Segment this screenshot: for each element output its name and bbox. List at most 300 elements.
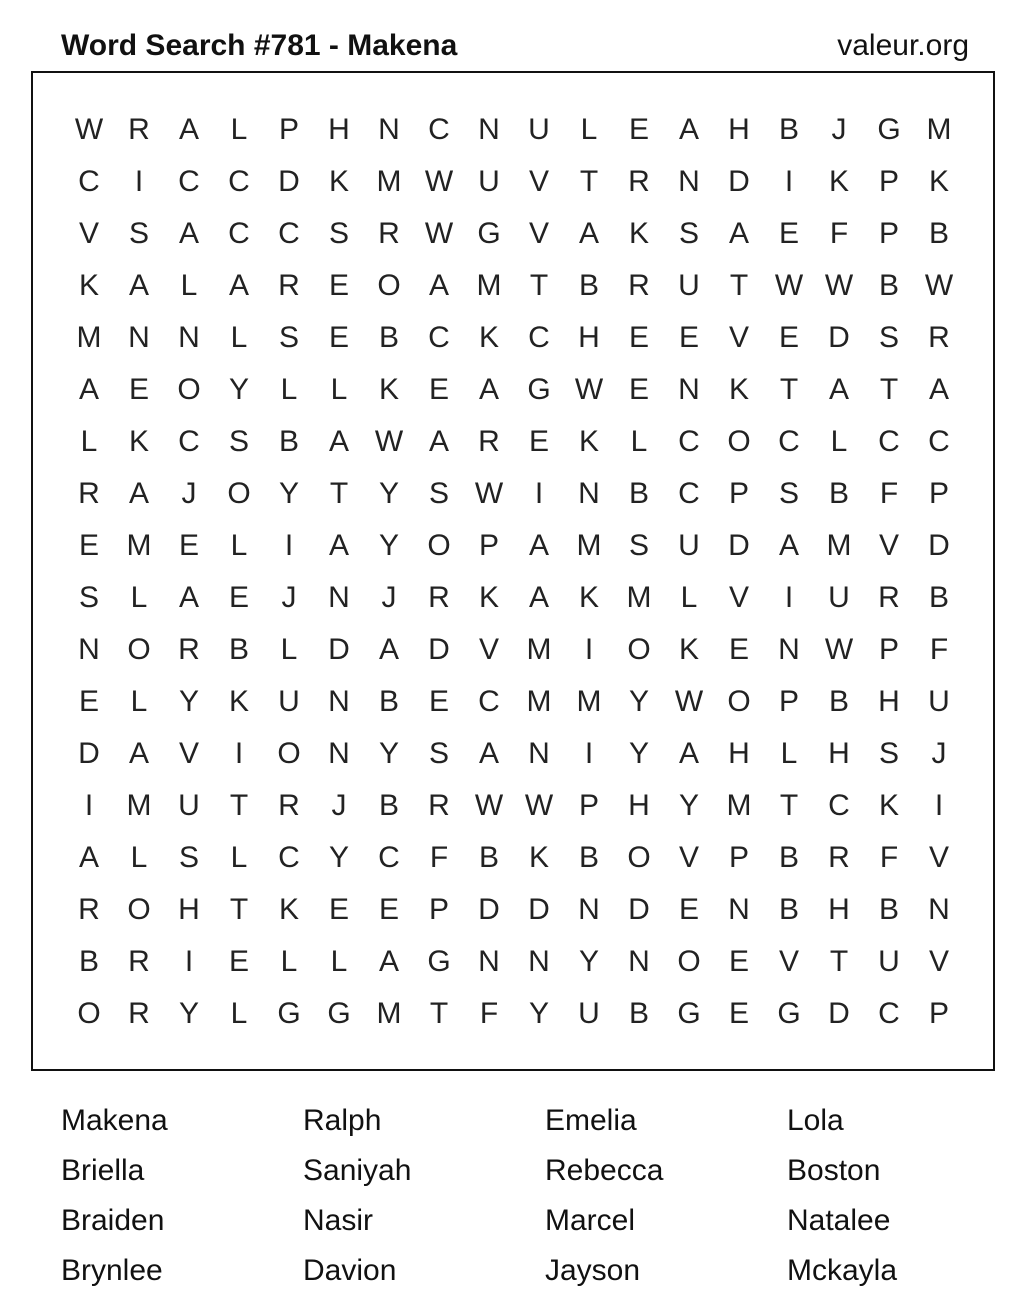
grid-letter[interactable]: S [428, 737, 449, 770]
grid-letter[interactable]: C [878, 997, 900, 1030]
grid-letter[interactable]: L [280, 373, 298, 406]
grid-letter[interactable]: N [578, 477, 600, 510]
grid-letter[interactable]: K [678, 633, 699, 666]
grid-letter[interactable]: N [328, 737, 350, 770]
grid-letter[interactable]: B [878, 269, 899, 302]
grid-letter[interactable]: H [578, 321, 600, 354]
grid-letter[interactable]: L [130, 685, 148, 718]
grid-letter[interactable]: T [729, 269, 749, 302]
grid-letter[interactable]: T [229, 893, 249, 926]
grid-letter[interactable]: A [678, 113, 699, 146]
grid-letter[interactable]: L [830, 425, 848, 458]
grid-letter[interactable]: E [728, 633, 749, 666]
grid-letter[interactable]: L [330, 373, 348, 406]
grid-letter[interactable]: K [728, 373, 749, 406]
grid-letter[interactable]: Y [628, 685, 649, 718]
grid-letter[interactable]: S [628, 529, 649, 562]
grid-letter[interactable]: F [879, 477, 899, 510]
grid-letter[interactable]: H [728, 113, 750, 146]
grid-letter[interactable]: J [281, 581, 297, 614]
grid-letter[interactable]: K [628, 217, 649, 250]
grid-letter[interactable]: O [677, 945, 701, 978]
grid-letter[interactable]: A [428, 269, 449, 302]
grid-letter[interactable]: O [227, 477, 251, 510]
grid-letter[interactable]: E [628, 321, 649, 354]
grid-letter[interactable]: V [78, 217, 99, 250]
grid-letter[interactable]: C [678, 425, 700, 458]
grid-letter[interactable]: E [528, 425, 549, 458]
grid-letter[interactable]: N [328, 685, 350, 718]
grid-letter[interactable]: L [330, 945, 348, 978]
grid-letter[interactable]: N [478, 945, 500, 978]
grid-letter[interactable]: A [378, 633, 399, 666]
grid-letter[interactable]: A [578, 217, 599, 250]
grid-letter[interactable]: P [878, 633, 899, 666]
grid-letter[interactable]: P [878, 217, 899, 250]
grid-letter[interactable]: Y [278, 477, 299, 510]
grid-letter[interactable]: J [331, 789, 347, 822]
grid-letter[interactable]: T [779, 789, 799, 822]
grid-letter[interactable]: S [328, 217, 349, 250]
grid-letter[interactable]: P [478, 529, 499, 562]
grid-letter[interactable]: U [678, 529, 700, 562]
grid-letter[interactable]: B [228, 633, 249, 666]
grid-letter[interactable]: B [478, 841, 499, 874]
grid-letter[interactable]: G [477, 217, 501, 250]
grid-letter[interactable]: P [878, 165, 899, 198]
grid-letter[interactable]: D [628, 893, 650, 926]
grid-letter[interactable]: O [427, 529, 451, 562]
grid-letter[interactable]: B [628, 997, 649, 1030]
grid-letter[interactable]: A [528, 581, 549, 614]
grid-letter[interactable]: Y [378, 737, 399, 770]
grid-letter[interactable]: O [127, 633, 151, 666]
grid-letter[interactable]: L [80, 425, 98, 458]
grid-letter[interactable]: H [828, 737, 850, 770]
grid-letter[interactable]: E [328, 269, 349, 302]
grid-letter[interactable]: S [878, 737, 899, 770]
grid-letter[interactable]: N [728, 893, 750, 926]
grid-letter[interactable]: L [230, 841, 248, 874]
grid-letter[interactable]: O [627, 633, 651, 666]
grid-letter[interactable]: P [278, 113, 299, 146]
grid-letter[interactable]: A [128, 477, 149, 510]
grid-letter[interactable]: O [177, 373, 201, 406]
grid-letter[interactable]: L [130, 581, 148, 614]
grid-letter[interactable]: R [128, 113, 150, 146]
grid-letter[interactable]: B [828, 685, 849, 718]
grid-letter[interactable]: Y [578, 945, 599, 978]
grid-letter[interactable]: R [378, 217, 400, 250]
grid-letter[interactable]: Y [678, 789, 699, 822]
grid-letter[interactable]: C [278, 217, 300, 250]
grid-letter[interactable]: W [824, 633, 854, 666]
grid-letter[interactable]: D [78, 737, 100, 770]
grid-letter[interactable]: A [78, 841, 99, 874]
grid-letter[interactable]: D [728, 165, 750, 198]
grid-letter[interactable]: R [278, 269, 300, 302]
grid-letter[interactable]: E [628, 373, 649, 406]
grid-letter[interactable]: B [928, 581, 949, 614]
grid-letter[interactable]: J [831, 113, 847, 146]
grid-letter[interactable]: N [528, 945, 550, 978]
grid-letter[interactable]: A [428, 425, 449, 458]
grid-letter[interactable]: T [829, 945, 849, 978]
grid-letter[interactable]: C [378, 841, 400, 874]
grid-letter[interactable]: S [78, 581, 99, 614]
grid-letter[interactable]: Y [178, 685, 199, 718]
grid-letter[interactable]: B [778, 893, 799, 926]
grid-letter[interactable]: G [277, 997, 301, 1030]
grid-letter[interactable]: A [928, 373, 949, 406]
grid-letter[interactable]: B [378, 321, 399, 354]
grid-letter[interactable]: O [727, 425, 751, 458]
grid-letter[interactable]: K [378, 373, 399, 406]
grid-letter[interactable]: K [528, 841, 549, 874]
grid-letter[interactable]: E [728, 997, 749, 1030]
grid-letter[interactable]: H [178, 893, 200, 926]
grid-letter[interactable]: M [376, 165, 402, 198]
grid-letter[interactable]: M [576, 529, 602, 562]
grid-letter[interactable]: B [578, 841, 599, 874]
grid-letter[interactable]: C [428, 321, 450, 354]
grid-letter[interactable]: G [677, 997, 701, 1030]
grid-letter[interactable]: Y [378, 477, 399, 510]
grid-letter[interactable]: O [727, 685, 751, 718]
grid-letter[interactable]: U [478, 165, 500, 198]
grid-letter[interactable]: F [929, 633, 949, 666]
grid-letter[interactable]: O [77, 997, 101, 1030]
grid-letter[interactable]: W [374, 425, 404, 458]
grid-letter[interactable]: Y [178, 997, 199, 1030]
grid-letter[interactable]: K [828, 165, 849, 198]
grid-letter[interactable]: L [280, 945, 298, 978]
grid-letter[interactable]: C [878, 425, 900, 458]
grid-letter[interactable]: A [828, 373, 849, 406]
grid-letter[interactable]: N [178, 321, 200, 354]
grid-letter[interactable]: Y [228, 373, 249, 406]
grid-letter[interactable]: T [529, 269, 549, 302]
grid-letter[interactable]: E [678, 893, 699, 926]
grid-letter[interactable]: N [678, 373, 700, 406]
grid-letter[interactable]: D [828, 321, 850, 354]
grid-letter[interactable]: W [674, 685, 704, 718]
grid-letter[interactable]: M [126, 529, 152, 562]
grid-letter[interactable]: M [826, 529, 852, 562]
grid-letter[interactable]: T [579, 165, 599, 198]
grid-letter[interactable]: D [278, 165, 300, 198]
grid-letter[interactable]: C [778, 425, 800, 458]
grid-letter[interactable]: L [230, 529, 248, 562]
grid-letter[interactable]: C [228, 217, 250, 250]
grid-letter[interactable]: T [329, 477, 349, 510]
grid-letter[interactable]: U [578, 997, 600, 1030]
grid-letter[interactable]: A [728, 217, 749, 250]
grid-letter[interactable]: J [181, 477, 197, 510]
grid-letter[interactable]: E [378, 893, 399, 926]
grid-letter[interactable]: E [328, 321, 349, 354]
grid-letter[interactable]: C [828, 789, 850, 822]
grid-letter[interactable]: N [78, 633, 100, 666]
grid-letter[interactable]: E [178, 529, 199, 562]
grid-letter[interactable]: M [526, 633, 552, 666]
grid-letter[interactable]: K [928, 165, 949, 198]
grid-letter[interactable]: S [178, 841, 199, 874]
grid-letter[interactable]: D [428, 633, 450, 666]
grid-letter[interactable]: J [931, 737, 947, 770]
grid-letter[interactable]: K [578, 581, 599, 614]
grid-letter[interactable]: Y [378, 529, 399, 562]
grid-letter[interactable]: L [630, 425, 648, 458]
grid-letter[interactable]: Y [328, 841, 349, 874]
grid-letter[interactable]: V [528, 217, 549, 250]
grid-letter[interactable]: S [778, 477, 799, 510]
grid-letter[interactable]: W [524, 789, 554, 822]
grid-letter[interactable]: C [678, 477, 700, 510]
grid-letter[interactable]: E [728, 945, 749, 978]
grid-letter[interactable]: I [184, 945, 194, 978]
grid-letter[interactable]: C [178, 425, 200, 458]
grid-letter[interactable]: T [779, 373, 799, 406]
grid-letter[interactable]: L [780, 737, 798, 770]
grid-letter[interactable]: R [178, 633, 200, 666]
grid-letter[interactable]: H [728, 737, 750, 770]
grid-letter[interactable]: E [328, 893, 349, 926]
grid-letter[interactable]: P [728, 477, 749, 510]
grid-letter[interactable]: E [778, 321, 799, 354]
grid-letter[interactable]: F [479, 997, 499, 1030]
grid-letter[interactable]: R [928, 321, 950, 354]
grid-letter[interactable]: K [278, 893, 299, 926]
grid-letter[interactable]: A [778, 529, 799, 562]
grid-letter[interactable]: S [228, 425, 249, 458]
grid-letter[interactable]: G [877, 113, 901, 146]
grid-letter[interactable]: A [128, 737, 149, 770]
grid-letter[interactable]: L [230, 113, 248, 146]
grid-letter[interactable]: N [128, 321, 150, 354]
grid-letter[interactable]: A [328, 529, 349, 562]
grid-letter[interactable]: I [284, 529, 294, 562]
grid-letter[interactable]: O [277, 737, 301, 770]
grid-letter[interactable]: V [728, 321, 749, 354]
grid-letter[interactable]: H [828, 893, 850, 926]
grid-letter[interactable]: C [428, 113, 450, 146]
grid-letter[interactable]: S [878, 321, 899, 354]
grid-letter[interactable]: E [78, 685, 99, 718]
grid-letter[interactable]: M [626, 581, 652, 614]
grid-letter[interactable]: I [534, 477, 544, 510]
grid-letter[interactable]: U [678, 269, 700, 302]
grid-letter[interactable]: N [628, 945, 650, 978]
grid-letter[interactable]: M [376, 997, 402, 1030]
grid-letter[interactable]: V [178, 737, 199, 770]
grid-letter[interactable]: R [128, 945, 150, 978]
grid-letter[interactable]: D [528, 893, 550, 926]
grid-letter[interactable]: W [824, 269, 854, 302]
grid-letter[interactable]: A [78, 373, 99, 406]
grid-letter[interactable]: C [178, 165, 200, 198]
grid-letter[interactable]: E [78, 529, 99, 562]
grid-letter[interactable]: K [578, 425, 599, 458]
grid-letter[interactable]: R [478, 425, 500, 458]
grid-letter[interactable]: I [584, 737, 594, 770]
grid-letter[interactable]: D [478, 893, 500, 926]
grid-letter[interactable]: Y [528, 997, 549, 1030]
grid-letter[interactable]: U [828, 581, 850, 614]
grid-letter[interactable]: K [328, 165, 349, 198]
grid-letter[interactable]: A [178, 581, 199, 614]
grid-letter[interactable]: R [278, 789, 300, 822]
grid-letter[interactable]: W [574, 373, 604, 406]
grid-letter[interactable]: C [478, 685, 500, 718]
grid-letter[interactable]: E [428, 373, 449, 406]
grid-letter[interactable]: N [578, 893, 600, 926]
grid-letter[interactable]: E [778, 217, 799, 250]
grid-letter[interactable]: E [428, 685, 449, 718]
grid-letter[interactable]: P [578, 789, 599, 822]
grid-letter[interactable]: W [74, 113, 104, 146]
grid-letter[interactable]: B [278, 425, 299, 458]
grid-letter[interactable]: O [377, 269, 401, 302]
grid-letter[interactable]: A [528, 529, 549, 562]
grid-letter[interactable]: E [678, 321, 699, 354]
grid-letter[interactable]: S [128, 217, 149, 250]
grid-letter[interactable]: B [878, 893, 899, 926]
grid-letter[interactable]: U [528, 113, 550, 146]
grid-letter[interactable]: V [878, 529, 899, 562]
grid-letter[interactable]: A [178, 217, 199, 250]
grid-letter[interactable]: V [728, 581, 749, 614]
grid-letter[interactable]: I [84, 789, 94, 822]
grid-letter[interactable]: A [378, 945, 399, 978]
grid-letter[interactable]: N [528, 737, 550, 770]
grid-letter[interactable]: W [474, 789, 504, 822]
grid-letter[interactable]: V [928, 945, 949, 978]
grid-letter[interactable]: P [778, 685, 799, 718]
grid-letter[interactable]: K [128, 425, 149, 458]
grid-letter[interactable]: I [584, 633, 594, 666]
grid-letter[interactable]: U [178, 789, 200, 822]
grid-letter[interactable]: R [78, 477, 100, 510]
grid-letter[interactable]: S [428, 477, 449, 510]
grid-letter[interactable]: L [230, 321, 248, 354]
grid-letter[interactable]: V [528, 165, 549, 198]
grid-letter[interactable]: E [228, 945, 249, 978]
grid-letter[interactable]: V [778, 945, 799, 978]
grid-letter[interactable]: C [928, 425, 950, 458]
grid-letter[interactable]: P [928, 997, 949, 1030]
grid-letter[interactable]: L [680, 581, 698, 614]
grid-letter[interactable]: I [784, 165, 794, 198]
grid-letter[interactable]: K [878, 789, 899, 822]
grid-letter[interactable]: M [76, 321, 102, 354]
grid-letter[interactable]: I [934, 789, 944, 822]
grid-letter[interactable]: I [134, 165, 144, 198]
grid-letter[interactable]: A [228, 269, 249, 302]
grid-letter[interactable]: T [429, 997, 449, 1030]
grid-letter[interactable]: N [778, 633, 800, 666]
grid-letter[interactable]: B [828, 477, 849, 510]
grid-letter[interactable]: H [878, 685, 900, 718]
grid-letter[interactable]: C [528, 321, 550, 354]
grid-letter[interactable]: A [328, 425, 349, 458]
grid-letter[interactable]: W [424, 217, 454, 250]
grid-letter[interactable]: K [478, 321, 499, 354]
grid-letter[interactable]: E [128, 373, 149, 406]
grid-letter[interactable]: S [278, 321, 299, 354]
grid-letter[interactable]: A [178, 113, 199, 146]
grid-letter[interactable]: F [429, 841, 449, 874]
grid-letter[interactable]: B [628, 477, 649, 510]
grid-letter[interactable]: N [378, 113, 400, 146]
grid-letter[interactable]: G [777, 997, 801, 1030]
grid-letter[interactable]: V [928, 841, 949, 874]
grid-letter[interactable]: F [879, 841, 899, 874]
grid-letter[interactable]: N [678, 165, 700, 198]
grid-letter[interactable]: D [328, 633, 350, 666]
grid-letter[interactable]: B [778, 841, 799, 874]
grid-letter[interactable]: G [427, 945, 451, 978]
grid-letter[interactable]: B [778, 113, 799, 146]
grid-letter[interactable]: R [628, 269, 650, 302]
grid-letter[interactable]: D [728, 529, 750, 562]
grid-letter[interactable]: B [928, 217, 949, 250]
grid-letter[interactable]: B [378, 789, 399, 822]
grid-letter[interactable]: N [928, 893, 950, 926]
grid-letter[interactable]: U [928, 685, 950, 718]
grid-letter[interactable]: L [230, 997, 248, 1030]
grid-letter[interactable]: I [784, 581, 794, 614]
grid-letter[interactable]: R [78, 893, 100, 926]
grid-letter[interactable]: L [130, 841, 148, 874]
grid-letter[interactable]: M [576, 685, 602, 718]
grid-letter[interactable]: R [628, 165, 650, 198]
grid-letter[interactable]: D [928, 529, 950, 562]
grid-letter[interactable]: H [628, 789, 650, 822]
grid-letter[interactable]: C [78, 165, 100, 198]
grid-letter[interactable]: N [328, 581, 350, 614]
grid-letter[interactable]: H [328, 113, 350, 146]
grid-letter[interactable]: O [127, 893, 151, 926]
grid-letter[interactable]: W [474, 477, 504, 510]
grid-letter[interactable]: M [126, 789, 152, 822]
grid-letter[interactable]: B [578, 269, 599, 302]
grid-letter[interactable]: R [828, 841, 850, 874]
grid-letter[interactable]: N [478, 113, 500, 146]
grid-letter[interactable]: M [476, 269, 502, 302]
grid-letter[interactable]: G [527, 373, 551, 406]
grid-letter[interactable]: O [627, 841, 651, 874]
grid-letter[interactable]: A [478, 373, 499, 406]
grid-letter[interactable]: M [926, 113, 952, 146]
grid-letter[interactable]: B [378, 685, 399, 718]
grid-letter[interactable]: A [478, 737, 499, 770]
grid-letter[interactable]: S [678, 217, 699, 250]
grid-letter[interactable]: T [879, 373, 899, 406]
grid-letter[interactable]: K [78, 269, 99, 302]
grid-letter[interactable]: C [278, 841, 300, 874]
grid-letter[interactable]: A [678, 737, 699, 770]
grid-letter[interactable]: P [728, 841, 749, 874]
grid-letter[interactable]: F [829, 217, 849, 250]
grid-letter[interactable]: V [478, 633, 499, 666]
grid-letter[interactable]: B [78, 945, 99, 978]
grid-letter[interactable]: M [726, 789, 752, 822]
grid-letter[interactable]: R [428, 789, 450, 822]
grid-letter[interactable]: P [428, 893, 449, 926]
grid-letter[interactable]: E [628, 113, 649, 146]
grid-letter[interactable]: U [878, 945, 900, 978]
